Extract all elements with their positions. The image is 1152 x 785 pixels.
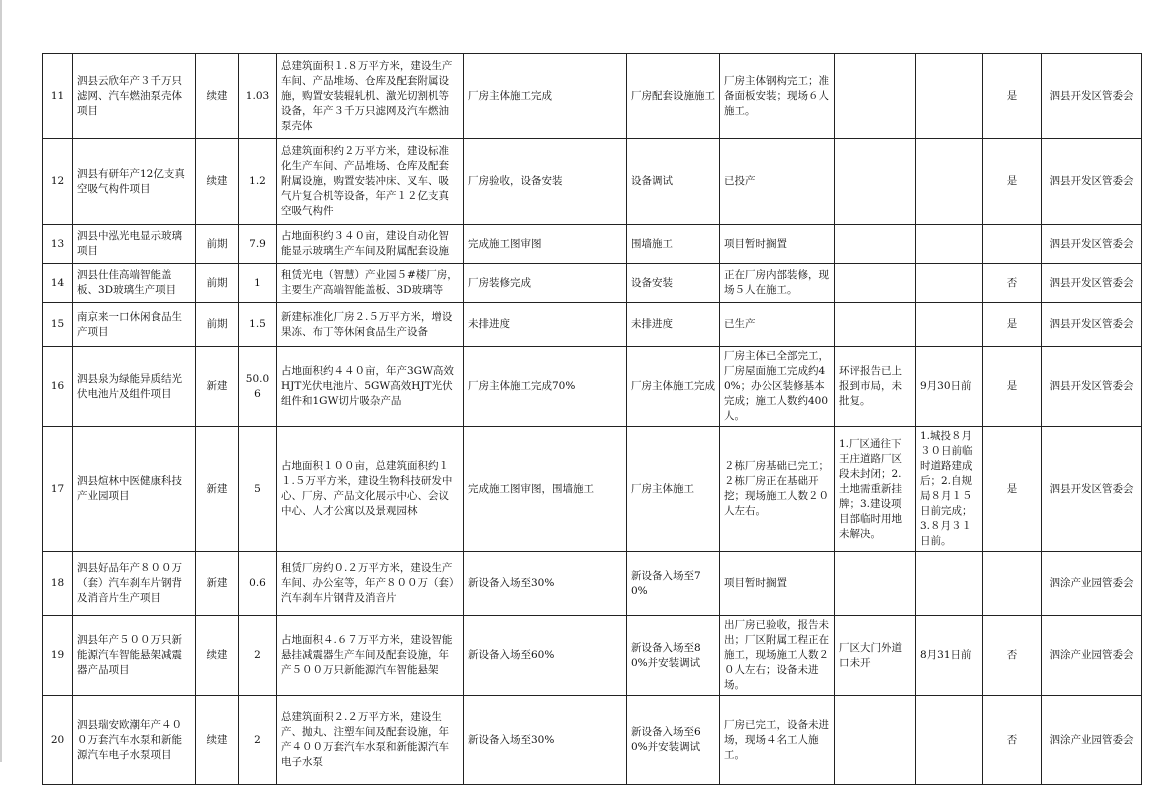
project-name: 泗县泉为绿能异质结光伏电池片及组件项目: [73, 347, 196, 427]
problem: [835, 552, 916, 616]
problem: 厂区大门外道口未开: [835, 616, 916, 696]
row-number: 13: [43, 225, 73, 264]
monthly-target: 新设备入场至80%并安装调试: [627, 616, 720, 696]
project-name: 泗县瑞安欧潮年产４００万套汽车水泵和新能源汽车电子水泵项目: [73, 696, 196, 785]
investment: 2: [239, 696, 277, 785]
project-name: 泗县好品年产８００万（套）汽车刹车片钢背及消音片生产项目: [73, 552, 196, 616]
deadline: [916, 264, 983, 303]
progress: 项目暂时搁置: [720, 552, 835, 616]
annual-target: 未排进度: [464, 303, 627, 347]
annual-target: 完成施工图审图: [464, 225, 627, 264]
problem: 环评报告已上报到市局，未批复。: [835, 347, 916, 427]
department: 泗县开发区管委会: [1042, 427, 1142, 552]
project-type: 续建: [196, 616, 239, 696]
progress: 厂房已完工，设备未进场，现场４名工人施工。: [720, 696, 835, 785]
table-row: [43, 347, 1142, 427]
progress: 出厂房已验收，报告未出；厂区附属工程正在施工，现场施工人数２０人左右；设备未进场。: [720, 616, 835, 696]
project-type: 续建: [196, 696, 239, 785]
annual-target: 新设备入场至30%: [464, 552, 627, 616]
on-schedule: 是: [983, 139, 1042, 225]
construction-content: 占地面积４.６７万平方米，建设智能悬挂减震器生产车间及配套设施，年产５００万只新能源汽车智能悬架: [277, 616, 464, 696]
department: 泗涂产业园管委会: [1042, 616, 1142, 696]
progress: 厂房主体钢构完工；准备面板安装；现场６人施工。: [720, 54, 835, 139]
progress: 厂房主体已全部完工，厂房屋面施工完成约40%；办公区装修基本完成；施工人数约400人。: [720, 347, 835, 427]
investment: 1.5: [239, 303, 277, 347]
row-number: 17: [43, 427, 73, 552]
department: 泗县开发区管委会: [1042, 347, 1142, 427]
row-number: 16: [43, 347, 73, 427]
investment: 1.03: [239, 54, 277, 139]
monthly-target: 未排进度: [627, 303, 720, 347]
table-row: [43, 552, 1142, 616]
problem: [835, 139, 916, 225]
row-number: 18: [43, 552, 73, 616]
monthly-target: 设备调试: [627, 139, 720, 225]
project-type: 新建: [196, 552, 239, 616]
on-schedule: 是: [983, 54, 1042, 139]
deadline: [916, 303, 983, 347]
construction-content: 总建筑面积１.８万平方米，建设生产车间、产品堆场、仓库及配套附属设施，购置安装辊轧机、激光切割机等设备，年产３千万只滤网及汽车燃油泵壳体: [277, 54, 464, 139]
on-schedule: 是: [983, 303, 1042, 347]
on-schedule: 是: [983, 347, 1042, 427]
annual-target: 厂房验收，设备安装: [464, 139, 627, 225]
project-type: 前期: [196, 225, 239, 264]
monthly-target: 新设备入场至60%并安装调试: [627, 696, 720, 785]
deadline: 9月30日前: [916, 347, 983, 427]
construction-content: 占地面积１００亩，总建筑面积约１１.５万平方米，建设生物科技研发中心、厂房、产品文化展示中心、会议中心、人才公寓以及景观园林: [277, 427, 464, 552]
project-name: 泗县云欣年产３千万只滤网、汽车燃油泵壳体项目: [73, 54, 196, 139]
monthly-target: 设备安装: [627, 264, 720, 303]
department: 泗涂产业园管委会: [1042, 552, 1142, 616]
construction-content: 租赁光电（智慧）产业园５#楼厂房，主要生产高端智能盖板、3D玻璃等: [277, 264, 464, 303]
deadline: [916, 54, 983, 139]
project-type: 新建: [196, 427, 239, 552]
on-schedule: [983, 225, 1042, 264]
annual-target: 新设备入场至30%: [464, 696, 627, 785]
project-name: 南京来一口休闲食品生产项目: [73, 303, 196, 347]
problem: 1.厂区通往下王庄道路厂区段未封闭；2.土地需重新挂牌；3.建设项目部临时用地未解决。: [835, 427, 916, 552]
department: 泗县开发区管委会: [1042, 303, 1142, 347]
project-type: 新建: [196, 347, 239, 427]
project-name: 泗县中泓光电显示玻璃项目: [73, 225, 196, 264]
annual-target: 新设备入场至60%: [464, 616, 627, 696]
investment: 1: [239, 264, 277, 303]
table-row: [43, 264, 1142, 303]
construction-content: 新建标准化厂房２.５万平方米，增设果冻、布丁等休闲食品生产设备: [277, 303, 464, 347]
deadline: 8月31日前: [916, 616, 983, 696]
investment: 50.06: [239, 347, 277, 427]
problem: [835, 303, 916, 347]
project-type: 续建: [196, 139, 239, 225]
row-number: 11: [43, 54, 73, 139]
investment: 1.2: [239, 139, 277, 225]
table-row: [43, 427, 1142, 552]
table-row: [43, 303, 1142, 347]
project-name: 泗县年产５００万只新能源汽车智能悬架减震器产品项目: [73, 616, 196, 696]
progress: 项目暂时搁置: [720, 225, 835, 264]
monthly-target: 厂房主体施工: [627, 427, 720, 552]
annual-target: 厂房主体施工完成70%: [464, 347, 627, 427]
progress: 已生产: [720, 303, 835, 347]
problem: [835, 264, 916, 303]
deadline: [916, 225, 983, 264]
deadline: [916, 696, 983, 785]
construction-content: 总建筑面积２.２万平方米，建设生产、抛丸、注塑车间及配套设施，年产４００万套汽车水泵和新能源汽车电子水泵: [277, 696, 464, 785]
investment: 2: [239, 616, 277, 696]
row-number: 12: [43, 139, 73, 225]
annual-target: 厂房主体施工完成: [464, 54, 627, 139]
construction-content: 占地面积约３４０亩，建设自动化智能显示玻璃生产车间及附属配套设施: [277, 225, 464, 264]
problem: [835, 696, 916, 785]
problem: [835, 225, 916, 264]
project-type: 续建: [196, 54, 239, 139]
on-schedule: 是: [983, 427, 1042, 552]
construction-content: 租赁厂房约０.２万平方米，建设生产车间、办公室等，年产８００万（套）汽车刹车片钢背及消音片: [277, 552, 464, 616]
on-schedule: 否: [983, 696, 1042, 785]
construction-content: 占地面积约４４０亩，年产3GW高效HJT光伏电池片、5GW高效HJT光伏组件和1GW切片吸杂产品: [277, 347, 464, 427]
on-schedule: [983, 552, 1042, 616]
monthly-target: 新设备入场至70%: [627, 552, 720, 616]
row-number: 20: [43, 696, 73, 785]
project-name: 泗县煊林中医健康科技产业园项目: [73, 427, 196, 552]
project-table: [42, 53, 1142, 785]
deadline: [916, 552, 983, 616]
department: 泗县开发区管委会: [1042, 54, 1142, 139]
table-row: [43, 616, 1142, 696]
annual-target: 完成施工图审图，围墙施工: [464, 427, 627, 552]
table-row: [43, 139, 1142, 225]
monthly-target: 厂房主体施工完成: [627, 347, 720, 427]
department: 泗涂产业园管委会: [1042, 696, 1142, 785]
row-number: 19: [43, 616, 73, 696]
investment: 0.6: [239, 552, 277, 616]
table-row: [43, 696, 1142, 785]
annual-target: 厂房装修完成: [464, 264, 627, 303]
table-row: [43, 225, 1142, 264]
investment: 7.9: [239, 225, 277, 264]
table-row: [43, 54, 1142, 139]
on-schedule: 否: [983, 616, 1042, 696]
deadline: 1.城投８月３０日前临时道路建成后；2.自规局８月１５日前完成；3.８月３１日前。: [916, 427, 983, 552]
progress: 已投产: [720, 139, 835, 225]
project-name: 泗县有研年产12亿支真空吸气构件项目: [73, 139, 196, 225]
row-number: 14: [43, 264, 73, 303]
department: 泗县开发区管委会: [1042, 139, 1142, 225]
deadline: [916, 139, 983, 225]
project-type: 前期: [196, 264, 239, 303]
on-schedule: 否: [983, 264, 1042, 303]
progress: ２栋厂房基础已完工；２栋厂房正在基础开挖；现场施工人数２０人左右。: [720, 427, 835, 552]
department: 泗县开发区管委会: [1042, 264, 1142, 303]
monthly-target: 厂房配套设施施工: [627, 54, 720, 139]
row-number: 15: [43, 303, 73, 347]
construction-content: 总建筑面积约２万平方米，建设标准化生产车间、产品堆场、仓库及配套附属设施，购置安装冲床、叉车、吸气片复合机等设备，年产１２亿支真空吸气构件: [277, 139, 464, 225]
project-name: 泗县仕佳高端智能盖板、3D玻璃生产项目: [73, 264, 196, 303]
project-type: 前期: [196, 303, 239, 347]
progress: 正在厂房内部装修，现场５人在施工。: [720, 264, 835, 303]
investment: 5: [239, 427, 277, 552]
department: 泗县开发区管委会: [1042, 225, 1142, 264]
problem: [835, 54, 916, 139]
monthly-target: 围墙施工: [627, 225, 720, 264]
page-edge-rule: [0, 0, 2, 762]
